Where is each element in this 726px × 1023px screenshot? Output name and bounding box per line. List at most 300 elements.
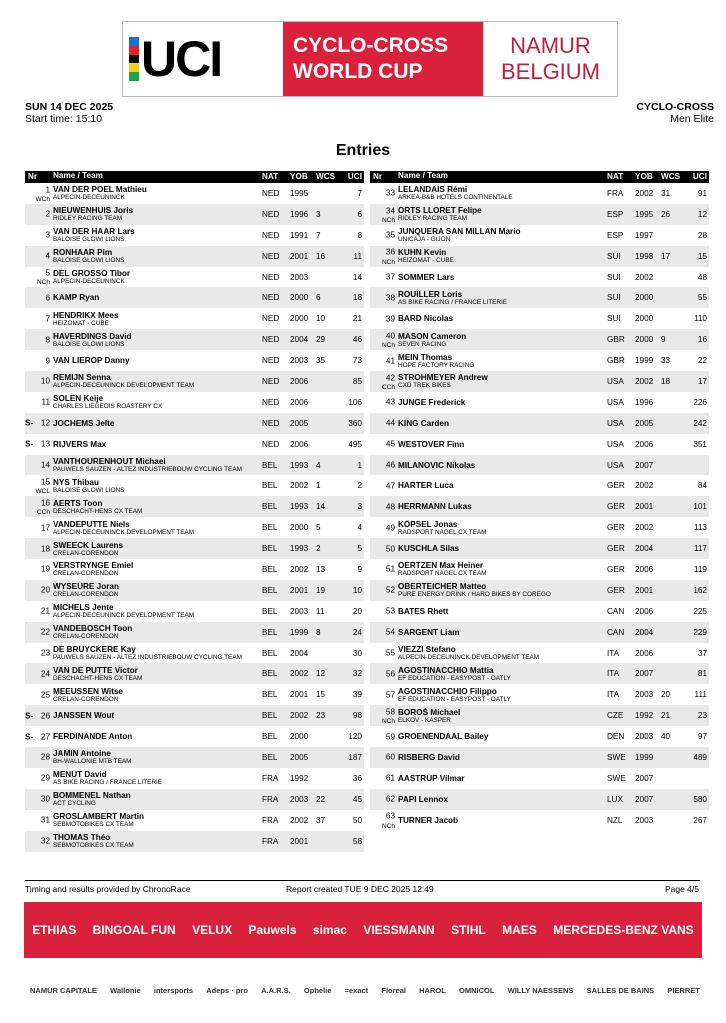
rider-nat: USA — [607, 376, 624, 386]
rider-name-cell — [53, 499, 262, 515]
rider-number: 57 — [385, 690, 395, 700]
rider-number: 63 — [385, 811, 395, 821]
rider-name-cell — [53, 520, 262, 536]
rider-nat: GER — [607, 481, 625, 491]
page-title: Entries — [335, 142, 391, 159]
rider-name-cell — [53, 457, 262, 473]
table-row — [25, 559, 364, 580]
rider-yob: 1993 — [290, 502, 309, 512]
rider-name-cell — [398, 607, 607, 616]
partner-logo: Adeps · pro — [206, 985, 248, 995]
event-city: NAMUR — [510, 33, 591, 58]
rider-nat: ITA — [607, 648, 620, 658]
rider-uci: 495 — [348, 439, 362, 449]
table-row — [25, 684, 364, 705]
rider-number: 28 — [40, 752, 50, 762]
rider-number-cell — [370, 538, 398, 559]
rider-uci: 18 — [352, 293, 362, 303]
rider-uci: 24 — [352, 627, 362, 637]
rider-number-cell — [370, 726, 398, 747]
rider-name-cell — [398, 708, 607, 724]
rider-number: 24 — [40, 669, 50, 679]
rider-team: CHARLES LIEGEOIS ROASTERY CX — [53, 403, 163, 411]
rider-number: 53 — [385, 606, 395, 616]
rider-yob: 2005 — [290, 752, 309, 762]
rider-number: 29 — [40, 773, 50, 783]
rider-nat: NED — [262, 188, 280, 198]
rider-uci: 120 — [348, 732, 362, 742]
header-nr: Nr — [373, 172, 383, 181]
rider-name-cell — [398, 373, 607, 389]
rider-name-cell — [398, 185, 607, 201]
rider-uci: 10 — [352, 585, 362, 595]
table-row — [370, 559, 709, 580]
rider-number-cell — [370, 559, 398, 580]
partner-logo: NAMUR CAPITALE — [30, 985, 97, 995]
rider-yob: 2003 — [635, 690, 654, 700]
rider-number-cell — [370, 810, 398, 831]
rider-name-cell — [53, 394, 262, 410]
rider-nat: NED — [262, 230, 280, 240]
category: Men Elite — [670, 113, 714, 125]
table-row — [370, 392, 709, 413]
rider-name-cell — [398, 461, 607, 470]
rider-name: KING Carden — [398, 418, 449, 428]
table-row — [25, 434, 364, 455]
rider-team: BALOISE GLOWI LIONS — [53, 340, 125, 348]
rider-nat: NZL — [607, 815, 623, 825]
rider-wcs: 15 — [316, 690, 326, 700]
rider-name: SWEECK Laurens — [53, 540, 124, 550]
table-row — [25, 246, 364, 267]
rider-team: CXD TREK BIKES — [398, 382, 451, 390]
rider-status-prefix: S- — [25, 732, 34, 742]
table-row — [25, 810, 364, 831]
rider-number-cell — [370, 747, 398, 768]
rider-number: 15 — [40, 477, 50, 487]
rider-number: 7 — [45, 314, 50, 324]
rider-name: MILANOVIC Nikolas — [398, 460, 476, 470]
table-row — [25, 350, 364, 371]
rider-number: 62 — [385, 794, 395, 804]
rider-number-cell — [370, 455, 398, 476]
rider-name-cell — [53, 749, 262, 765]
rider-name-cell — [398, 628, 607, 637]
rider-wcs: 5 — [316, 523, 321, 533]
rider-number: 51 — [385, 564, 395, 574]
rider-name-cell — [398, 206, 607, 222]
rider-name-cell — [53, 185, 262, 201]
header-wcs: WCS — [316, 172, 336, 181]
rider-number-cell — [25, 475, 53, 496]
sponsor-logo: Pauwels — [248, 923, 297, 937]
rider-number: 19 — [40, 564, 50, 574]
rider-yob: 2006 — [635, 564, 654, 574]
rider-yob: 1995 — [635, 209, 654, 219]
rider-team: HEIZOMAT - CUBE — [398, 257, 454, 265]
rider-uci: 7 — [357, 188, 362, 198]
rider-name: REMIJN Senna — [53, 373, 111, 383]
rider-status-prefix: S- — [25, 711, 34, 721]
rider-yob: 1992 — [290, 773, 309, 783]
rider-number-cell — [25, 559, 53, 580]
rider-nat: BEL — [262, 606, 278, 616]
rider-yob: 2002 — [635, 188, 654, 198]
rider-team: BH-WALLONIE MTB TEAM — [53, 758, 132, 766]
rider-number-cell — [370, 705, 398, 726]
rider-number: 5 — [45, 268, 50, 278]
rider-uci: 101 — [693, 502, 707, 512]
rider-name-cell — [398, 502, 607, 511]
rider-name-cell — [398, 520, 607, 536]
rider-uci: 117 — [693, 544, 707, 554]
rider-uci: 2 — [357, 481, 362, 491]
table-row — [25, 329, 364, 350]
rider-number: 54 — [385, 627, 395, 637]
rider-number: 60 — [385, 752, 395, 762]
table-row — [370, 413, 709, 434]
table-row — [370, 622, 709, 643]
rider-wcs: 11 — [316, 606, 325, 616]
table-row — [25, 747, 364, 768]
table-row — [25, 413, 364, 434]
table-row — [370, 371, 709, 392]
rider-uci: 20 — [352, 606, 362, 616]
rider-name-cell — [398, 666, 607, 682]
rider-status-prefix: S- — [25, 439, 34, 449]
rider-yob: 2000 — [635, 293, 654, 303]
rider-number-cell — [25, 455, 53, 476]
rider-team: SEVEN RACING — [398, 340, 447, 348]
table-row — [370, 726, 709, 747]
rider-name-cell — [398, 753, 607, 762]
rider-yob: 2003 — [635, 815, 654, 825]
rider-name-cell — [53, 812, 262, 828]
table-header — [370, 171, 709, 183]
event-location-block — [483, 22, 617, 96]
sponsor-logo: VELUX — [192, 923, 233, 937]
rider-nat: BEL — [262, 669, 278, 679]
table-row — [25, 204, 364, 225]
rider-yob: 2005 — [290, 418, 309, 428]
race-date: SUN 14 DEC 2025 — [25, 101, 114, 113]
rider-wcs: 23 — [316, 711, 326, 721]
table-row — [25, 287, 364, 308]
rider-number-cell — [370, 287, 398, 308]
rider-uci: 489 — [693, 752, 707, 762]
rider-number: 17 — [40, 523, 50, 533]
footer-divider — [25, 880, 700, 881]
rider-yob: 2002 — [635, 523, 654, 533]
table-row — [25, 392, 364, 413]
rider-name-cell — [53, 791, 262, 807]
rider-uci: 580 — [693, 794, 707, 804]
rider-uci: 22 — [697, 356, 707, 366]
rider-number-cell — [25, 663, 53, 684]
rider-nat: ESP — [607, 209, 624, 219]
entries-table-right — [370, 171, 709, 831]
table-row — [370, 538, 709, 559]
rider-number-cell — [25, 580, 53, 601]
rider-yob: 2003 — [290, 356, 309, 366]
rider-number-cell — [25, 643, 53, 664]
rider-number-cell — [25, 538, 53, 559]
rider-wcs: 26 — [661, 209, 671, 219]
rider-team: UNICAJA - GIJON — [398, 236, 451, 244]
event-name-block — [283, 22, 483, 96]
rider-name: OERTZEN Max Heiner — [398, 561, 484, 571]
rider-nat: FRA — [607, 188, 624, 198]
event-banner — [122, 21, 618, 97]
rider-number: 10 — [40, 376, 50, 386]
rider-nat: NED — [262, 376, 280, 386]
rider-uci: 32 — [352, 669, 362, 679]
header-nat: NAT — [607, 172, 624, 181]
rider-number: 43 — [385, 397, 395, 407]
rider-yob: 1999 — [290, 627, 309, 637]
rider-team: ELKOV - KASPER — [398, 716, 451, 724]
rider-title-badge: NCh — [381, 258, 395, 266]
rider-name-cell — [53, 373, 262, 389]
event-country: BELGIUM — [500, 59, 601, 84]
rider-number-cell — [25, 183, 53, 204]
rider-nat: USA — [607, 397, 624, 407]
rider-uci: 17 — [697, 376, 707, 386]
rider-wcs: 37 — [316, 815, 326, 825]
rider-uci: 113 — [693, 523, 707, 533]
rider-team: ACT CYCLING — [53, 800, 96, 808]
rider-wcs: 7 — [316, 230, 321, 240]
rider-yob: 2000 — [290, 732, 309, 742]
rider-yob: 2004 — [290, 648, 309, 658]
rider-team: HOPE FACTORY RACING — [398, 361, 475, 369]
rider-wcs: 33 — [661, 356, 671, 366]
rider-number: 27 — [40, 732, 50, 742]
table-row — [370, 810, 709, 831]
entries-table-left — [25, 171, 364, 852]
rider-number: 47 — [385, 481, 395, 491]
rider-name: DE BRUYCKERE Kay — [53, 645, 136, 655]
rider-name: DEL GROSSO Tibor — [53, 269, 131, 278]
rider-yob: 2000 — [290, 523, 309, 533]
rider-number-cell — [370, 329, 398, 350]
rider-nat: FRA — [262, 815, 279, 825]
partner-logo: OMNICOL — [459, 985, 495, 995]
rider-number-cell — [370, 392, 398, 413]
rider-number-cell — [370, 308, 398, 329]
rider-nat: CAN — [607, 627, 625, 637]
rider-nat: BEL — [262, 502, 278, 512]
rider-name: GROENENDAAL Bailey — [398, 732, 489, 742]
rider-name-cell — [398, 398, 607, 407]
rider-number-cell — [25, 496, 53, 517]
page-number: Page 4/5 — [664, 884, 699, 894]
rider-uci: 242 — [693, 418, 707, 428]
rider-number: 4 — [45, 251, 50, 261]
rider-team: RIDLEY RACING TEAM — [53, 215, 123, 223]
rider-name: VANDEBOSCH Toon — [53, 624, 133, 634]
table-header — [25, 171, 364, 183]
rider-wcs: 14 — [316, 502, 326, 512]
rider-name: NIEUWENHUIS Joris — [53, 206, 134, 216]
rider-number: 55 — [385, 648, 395, 658]
rider-number-cell — [370, 434, 398, 455]
rider-uci: 97 — [697, 732, 707, 742]
rider-uci: 39 — [352, 690, 362, 700]
rider-yob: 1997 — [635, 230, 654, 240]
rider-yob: 2002 — [290, 711, 309, 721]
rider-number: 22 — [40, 627, 50, 637]
rider-uci: 119 — [693, 564, 707, 574]
rider-nat: ITA — [607, 690, 620, 700]
table-row — [25, 267, 364, 288]
rider-number-cell — [25, 225, 53, 246]
rider-team: CRELAN-CORENDON — [53, 695, 119, 703]
rider-team: RADSPORT NAGEL CX TEAM — [398, 570, 487, 578]
rider-name-cell — [398, 440, 607, 449]
rider-uci: 50 — [352, 815, 362, 825]
rider-nat: BEL — [262, 711, 278, 721]
sponsor-logo: STIHL — [451, 923, 486, 937]
rider-uci: 11 — [353, 251, 362, 261]
rider-number-cell — [25, 831, 53, 852]
table-row — [25, 643, 364, 664]
rider-name: HAVERDINGS David — [53, 331, 132, 341]
rider-wcs: 1 — [316, 481, 321, 491]
rider-yob: 2002 — [635, 376, 654, 386]
header-wcs: WCS — [661, 172, 681, 181]
rider-uci: 15 — [697, 251, 707, 261]
rider-number-cell — [25, 622, 53, 643]
table-row — [370, 601, 709, 622]
rider-name-cell — [53, 269, 262, 285]
rider-name-cell — [53, 711, 262, 720]
rider-number: 9 — [45, 356, 50, 366]
rider-yob: 1992 — [635, 711, 654, 721]
rider-wcs: 12 — [316, 669, 326, 679]
rider-nat: GER — [607, 523, 625, 533]
rider-wcs: 19 — [316, 585, 326, 595]
rider-name-cell — [53, 206, 262, 222]
table-row — [370, 517, 709, 538]
rider-team: PAUWELS SAUZEN - ALTEZ INDUSTRIEBOUW CYCLING TEAM — [53, 466, 242, 474]
table-row — [370, 204, 709, 225]
partner-logo: WILLY NAESSENS — [507, 985, 574, 995]
rider-number: 1 — [45, 185, 50, 195]
rider-nat: NED — [262, 397, 280, 407]
rider-number: 45 — [385, 439, 395, 449]
rider-number-cell — [370, 768, 398, 789]
rider-name: NYS Thibau — [53, 477, 99, 487]
rider-number: 2 — [45, 209, 50, 219]
rider-name: KAMP Ryan — [53, 293, 100, 303]
rider-nat: NED — [262, 293, 280, 303]
rider-number-cell — [370, 663, 398, 684]
table-row — [370, 475, 709, 496]
rider-uci: 360 — [348, 418, 362, 428]
table-row — [370, 183, 709, 204]
rider-yob: 2002 — [290, 815, 309, 825]
rider-name-cell — [398, 561, 607, 577]
rider-name: VAN LIEROP Danny — [53, 356, 130, 366]
event-name-line2: WORLD CUP — [293, 60, 423, 83]
rider-uci: 91 — [697, 188, 707, 198]
rider-name: HENDRIKX Mees — [53, 310, 119, 320]
rider-number-cell — [25, 329, 53, 350]
rider-number: 33 — [385, 188, 395, 198]
rider-wcs: 10 — [316, 314, 326, 324]
rider-uci: 55 — [697, 293, 707, 303]
partner-logo: PIERRET — [667, 985, 700, 995]
table-row — [25, 768, 364, 789]
header-uci: UCI — [692, 172, 707, 181]
rider-wcs: 40 — [661, 732, 671, 742]
rider-name: THOMAS Théo — [53, 833, 111, 843]
rider-number: 36 — [385, 247, 395, 257]
rider-uci: 9 — [357, 564, 362, 574]
rider-number-cell — [25, 267, 53, 288]
rider-wcs: 4 — [316, 460, 321, 470]
rider-status-prefix: S- — [25, 418, 34, 428]
rider-name: HARTER Luca — [398, 481, 454, 491]
table-row — [25, 538, 364, 559]
rider-title-badge: NCh — [381, 718, 395, 726]
rider-name-cell — [398, 332, 607, 348]
table-row — [370, 768, 709, 789]
rider-nat: FRA — [262, 836, 279, 846]
rider-wcs: 21 — [661, 711, 671, 721]
rider-name-cell — [398, 290, 607, 306]
table-row — [25, 225, 364, 246]
rider-nat: NED — [262, 209, 280, 219]
rider-number: 56 — [385, 669, 395, 679]
rider-yob: 2000 — [635, 335, 654, 345]
rider-name-cell — [398, 227, 607, 243]
rider-name: GROSLAMBERT Martin — [53, 812, 144, 822]
table-row — [370, 267, 709, 288]
rider-team: AS BIKE RACING / FRANCE LITERIE — [398, 298, 508, 306]
rider-name: SARGENT Liam — [398, 627, 460, 637]
rider-name-cell — [398, 687, 607, 703]
table-row — [25, 726, 364, 747]
rider-name: PAPI Lennox — [398, 794, 448, 804]
rider-name-cell — [398, 582, 607, 598]
rider-name: JANSSEN Wout — [53, 711, 115, 721]
rider-name: OBERTEICHER Matteo — [398, 582, 487, 592]
rider-name: STROHMEYER Andrew — [398, 373, 488, 383]
rider-number-cell — [370, 204, 398, 225]
rider-wcs: 20 — [661, 690, 671, 700]
rider-nat: NED — [262, 272, 280, 282]
rider-name: LELANDAIS Rémi — [398, 185, 468, 195]
table-row — [370, 308, 709, 329]
partner-logo: Ophelie — [303, 985, 332, 995]
rider-number: 46 — [385, 460, 395, 470]
table-row — [370, 663, 709, 684]
rider-wcs: 13 — [316, 564, 326, 574]
rider-number: 40 — [385, 331, 395, 341]
rider-name-cell — [53, 603, 262, 619]
rider-name: BARD Nicolas — [398, 314, 454, 324]
rider-number-cell — [25, 601, 53, 622]
rider-number-cell — [370, 601, 398, 622]
rider-nat: BEL — [262, 523, 278, 533]
rider-number-cell — [25, 371, 53, 392]
rider-number: 3 — [45, 230, 50, 240]
rider-number-cell — [25, 747, 53, 768]
table-row — [370, 747, 709, 768]
rider-number: 44 — [385, 418, 395, 428]
